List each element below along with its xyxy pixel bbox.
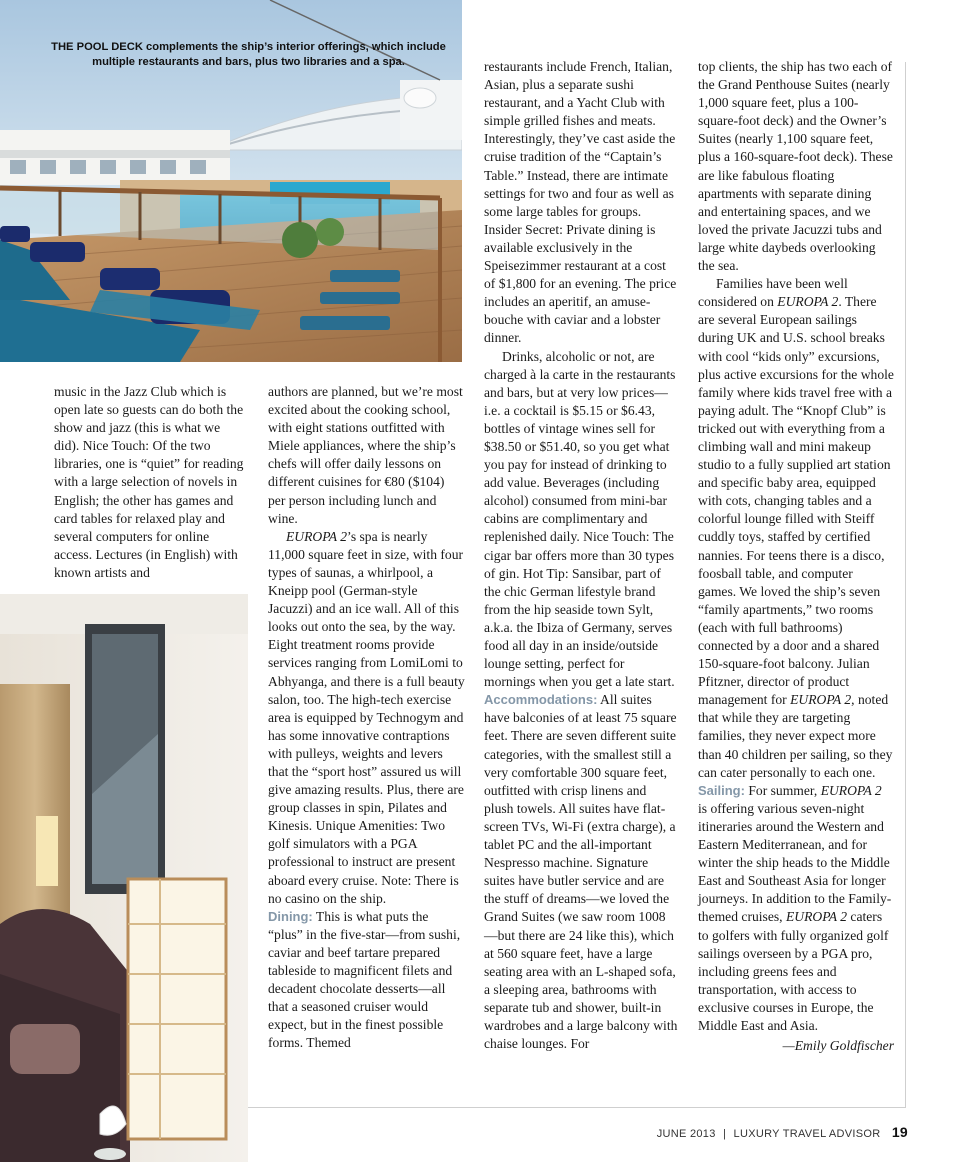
column-3 (484, 58, 679, 1053)
dining-heading: Dining: (268, 908, 313, 924)
column-4-paragraph-1: top clients, the ship has two each of the Grand Penthouse Suites (nearly 1,000 square feet, plus a 100-square-foot deck) and the Owner’s Suites (nearly 1,100 square feet, plus a 160-square-foot deck). These are like fabulous floating apartments with separate dining and entertaining spaces, and we loved the private Jacuzzi tubs and large white daybeds overlooking the sea. (698, 59, 893, 274)
column-3-paragraph-1: restaurants include French, Italian, Asian, plus a separate sushi restaurant, and a Yacht Club with simple grilled fishes and meats. Interestingly, they’ve cast aside the cruise tradition of the “Captain’s Table.” Instead, there are intimate settings for two and four as well as some large tables for groups. Insider Secret: Private dining is available exclusively in the Speisezimmer restaurant at a cost of $1,800 for an evening. The price includes an aperitif, an amuse-bouche with caviar and a lobster dinner. (484, 59, 677, 346)
sailing-heading: Sailing: (698, 782, 745, 798)
issue-date: JUNE 2013 (656, 1128, 716, 1140)
families-paragraph: Families have been well considered on EUROPA 2. There are several European sailings during UK and U.S. school breaks with cool “kids only” excursions, plus active excursions for the whole family where kids travel free with a paying adult. The “Knopf Club” is tricked out with everything from a climbing wall and mini makeup studio to a fully supplied art station and specific baby area, equipped with cots, changing tables and a colorful lounge filled with Steiff cuddly toys, staffed by certified nannies. For teens there is a disco, foosball table, and computer games. We loved the ship’s seven “family apartments,” two rooms (each with full bathrooms) connected by a door and a shared 150-square-foot balcony. Julian Pfitzner, director of product management for EUROPA 2, noted that while they are targeting families, they never expect more than 40 children per sailing, so they can cater personally to each one. (698, 276, 894, 780)
accommodations-paragraph: Accommodations: All suites have balconies of at least 75 square feet. There are seven different suite categories, with the smallest still a very comfortable 300 square feet, outfitted with crisp linens and plush towels. All suites have flat-screen TVs, Wi-Fi (extra charge), a tablet PC and the all-important Nespresso machine. Signature suites have butler service and are the stuff of dreams—we loved the Grand Suites (we saw room 1008—but there are 24 like this), which at 560 square feet, have a large seating area with an L-shaped sofa, a sleeping area, bathrooms with separate tub and shower, built-in wardrobes and a large balcony with chaise lounges. For (484, 692, 678, 1052)
publication-name: LUXURY TRAVEL ADVISOR (733, 1128, 881, 1140)
column-1-text: music in the Jazz Club which is open late so guests can do both the show and jazz (this is what we did). Nice Touch: Of the two libraries, one is “quiet” for reading with a large selection of novels in English; the other has games and card tables for relaxed play and several computers for online access. Lectures (in English) with known artists and (54, 384, 244, 580)
photo-caption: THE POOL DECK complements the ship’s interior offerings, which include multiple restaurants and bars, plus two libraries and a spa. (51, 41, 446, 68)
page-number: 19 (891, 1124, 908, 1140)
footer-separator: | (723, 1128, 727, 1140)
column-1 (54, 383, 245, 582)
page-footer (657, 1124, 908, 1140)
sailing-paragraph: Sailing: For summer, EUROPA 2 is offering various seven-night itineraries around the Western and Eastern Mediterranean, and for winter the ship heads to the Middle East and Southeast Asia for longer journeys. In addition to the Family-themed cruises, EUROPA 2 caters to golfers with fully organized golf sailings overseen by a PGA pro, including greens fees and transportation, with access to exclusive courses in Europe, the Middle East and Asia. (698, 782, 892, 1033)
dining-paragraph: Dining: This is what puts the “plus” in the five-star—from sushi, caviar and beef tartare prepared tableside to magnificent filets and decadent chocolate desserts—all that a seasoned cruiser would expect, but in the finest possible forms. Themed (268, 908, 461, 1051)
accommodations-heading: Accommodations: (484, 692, 598, 708)
column-4 (698, 58, 894, 1055)
suite-interior-photo (0, 594, 248, 1162)
column-2 (268, 383, 465, 1052)
right-frame-rule (905, 62, 906, 1108)
column-2-paragraph-1: authors are planned, but we’re most excited about the cooking school, with eight stations outfitted with Miele appliances, where the ship’s chefs will offer daily lessons on different cuisines for €80 ($104) per person including lunch and wine. (268, 384, 463, 526)
drinks-paragraph: Drinks, alcoholic or not, are charged à la carte in the restaurants and bars, but at very low prices—i.e. a cocktail is $5.15 or $6.43, bottles of vintage wines sell for $38.50 or $51.40, so you get what you pay for instead of drinking to add value. Beverages (including alcohol) consumed from mini-bar cabins are complimentary and replenished daily. Nice Touch: The cigar bar offers more than 30 types of gin. Hot Tip: Sansibar, part of the chic German lifestyle brand from the hip seaside town Sylt, a.k.a. the Ibiza of Germany, serves food all day in an inside/outside lounge setting, perfect for mornings when you get a late start. (484, 348, 676, 690)
spa-paragraph: EUROPA 2’s spa is nearly 11,000 square feet in size, with four types of saunas, a whirlpool, a Kneipp pool (German-style Jacuzzi) and an ice wall. All of this looks out onto the sea, by the way. Eight treatment rooms provide services ranging from LomiLomi to Abhyanga, and there is a full beauty salon, too. The high-tech exercise area is equipped by Technogym and has some innovative contraptions with pulleys, weights and levers that the “sport host” assured us will give amazing results. Plus, there are group classes in spin, Pilates and Kinesis. Unique Amenities: Two golf simulators with a PGA professional to instruct are present aboard every cruise. Note: There is no casino on the ship. (268, 528, 465, 906)
author-signature: —Emily Goldfischer (782, 1038, 894, 1054)
bottom-frame-rule (248, 1107, 906, 1108)
